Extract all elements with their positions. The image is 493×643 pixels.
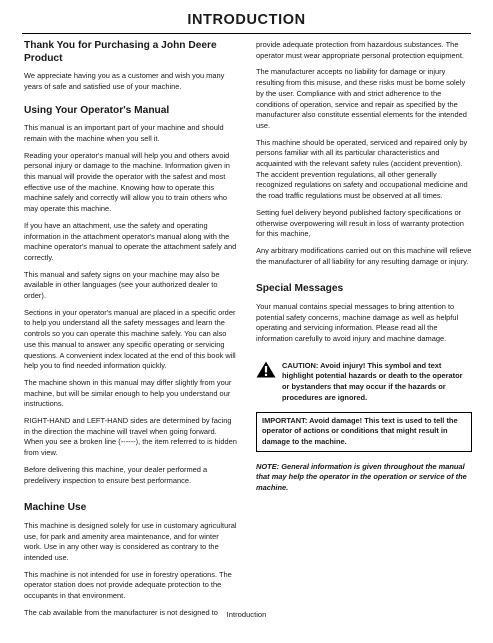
right-column [256,40,472,500]
special-messages-heading: Special Messages [256,283,344,295]
page-title: INTRODUCTION [187,12,306,28]
intended-use-paragraph: Setting fuel delivery beyond published factory specifications or otherwise overpowering will result in loss of warranty protection for this machine, [256,207,464,239]
machine-use-paragraph: This machine is not intended for use in forestry operations. The operator station does not provide adequate protection to the occupants in that environment. [24,569,232,601]
special-messages-paragraph: Your manual contains special messages to bring attention to potential safety concerns, machine damage as well as helpful operating and servicing information. Please read all the information carefully to avoid injury and machine damage. [256,301,459,344]
manual-paragraph: If you have an attachment, use the safety and operating information in the attachment operator's manual along with the machine operator's manual to operate the attachment safely and correctly. [24,220,237,262]
page-footer: Introduction [226,610,267,619]
caution-message [256,361,472,404]
manual-paragraph: The machine shown in this manual may differ slightly from your machine, but will be similar enough to help you understand our instructions. [24,377,232,409]
manual-paragraph: This manual and safety signs on your machine may also be available in other languages (see your authorized dealer to order). [24,269,220,301]
intended-use-paragraph: This machine should be operated, serviced and repaired only by persons familiar with all its particular characteristics and acquainted with the relevant safety rules (accident prevention). The accident prevention regulations, all other generally recognized regulations on safety and occupational medicine and the road traffic regulations must be observed at all times. [256,137,468,201]
machine-use-paragraph: The cab available from the manufacturer is not designed to [24,607,218,617]
manual-heading: Using Your Operator's Manual [24,104,170,116]
machine-use-heading: Machine Use [24,502,87,514]
thank-you-heading: Thank You for Purchasing a John Deere Product [24,40,217,64]
manual-paragraph: Reading your operator's manual will help you and others avoid personal injury or damage to the machine. Information given in this manual will provide the operator with the safest and most effective use of the machine. Knowing how to operate this machine safely and correctly will allow you to train others who may operate this machine. [24,150,230,214]
manual-paragraph: Before delivering this machine, your dealer performed a predelivery inspection to ensure best performance. [24,464,208,485]
manual-paragraph: RIGHT-HAND and LEFT-HAND sides are determined by facing in the direction the machine will travel when going forward. When you see a broken line (------), the item referred to is hidden from view. [24,416,237,458]
important-box [256,412,472,452]
intended-use-paragraph: Any arbitrary modifications carried out on this machine will relieve the manufacturer of all liability for any resulting damage or injury. [256,245,472,266]
left-column [24,40,238,625]
intended-use-paragraph: provide adequate protection from hazardous substances. The operator must wear appropriate personal protection equipment. [256,40,464,60]
important-text: IMPORTANT: Avoid damage! This text is used to tell the operator of actions or conditions that might result in damage to the machine. [262,415,458,446]
title-rule [22,33,471,34]
manual-paragraph: Sections in your operator's manual are placed in a specific order to help you understand all the safety messages and learn the controls so you can operate this machine safely. You can also use this manual to answer any specific operating or servicing questions. A convenient index located at the end of this book will help you to find needed information quickly. [24,307,236,371]
warning-triangle-icon [256,361,276,378]
manual-paragraph: This manual is an important part of your machine and should remain with the machine when you sell it. [24,123,224,143]
thank-you-paragraph: We appreciate having you as a customer and wish you many years of safe and satisfied use of your machine. [24,71,225,91]
intended-use-paragraph: The manufacturer accepts no liability for damage or injury resulting from this misuse, and these risks must be borne solely by the user. Compliance with and strict adherence to the conditions of operation, service and repair as specified by the manufacturer also constitute essential elements for the intended use. [256,67,467,130]
caution-text: CAUTION: Avoid injury! This symbol and text highlight potential hazards or death to the operator or bystanders that may occur if the hazards or procedures are ignored. [282,360,463,402]
machine-use-paragraph: This machine is designed solely for use in customary agricultural use, for park and amenity area maintenance, and for winter work. Use in any other way is considered as contrary to the intended use. [24,520,237,562]
note-text: NOTE: General information is given throughout the manual that may help the operator in the operation or service of the machine. [256,461,467,493]
